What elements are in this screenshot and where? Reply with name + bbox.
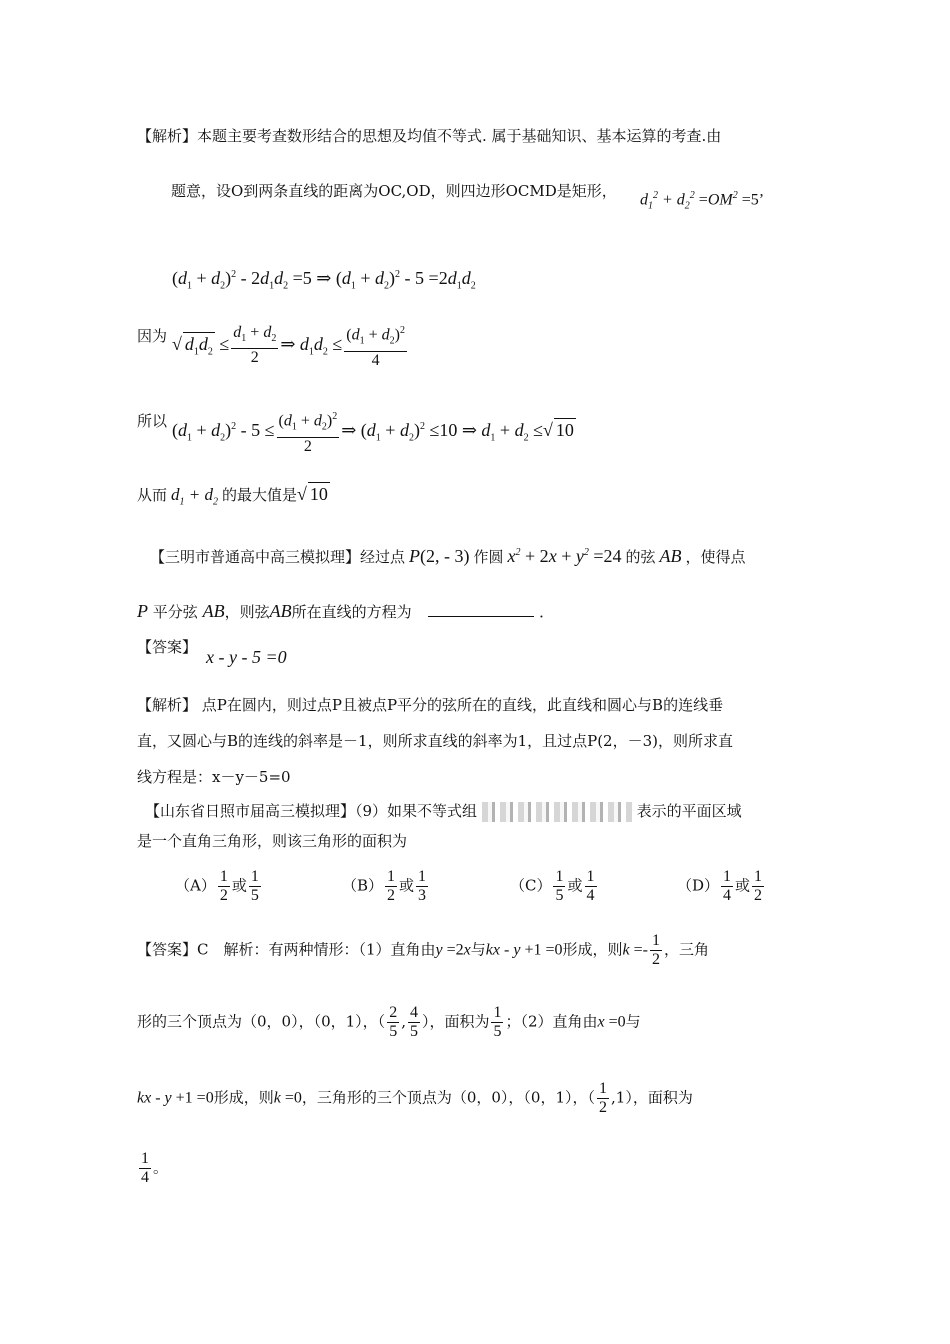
ans3b-text: ，三角形的三个顶点为（0，0），（0，1），（ xyxy=(301,1088,596,1107)
option-c-frac1-num: 1 xyxy=(555,868,564,885)
ans3c-text: ），面积为 xyxy=(625,1088,693,1107)
problem2-text4: ，使得点 xyxy=(685,548,746,566)
ans2d-text: 与 xyxy=(625,1012,641,1031)
option-c-label: （C） xyxy=(510,876,552,895)
analysis-line-2-text: 题意，设O到两条直线的距离为OC,OD，则四边形OCMD是矩形， xyxy=(171,182,617,200)
ans1b-text: 与 xyxy=(470,940,486,959)
option-d[interactable] xyxy=(677,868,766,905)
problem2-answer-label: 【答案】 xyxy=(137,638,198,656)
problem2-analysis-2: 直，又圆心与B的连线的斜率是－1，则所求直线的斜率为1，且过点P(2，－3)，则所求直 xyxy=(137,732,733,750)
problem3-line-1 xyxy=(145,800,742,822)
conclusion-line: 从而 $d_1 + d_2$ 的最大值是√ 10 xyxy=(137,484,328,508)
option-d-label: （D） xyxy=(677,876,720,895)
formula-bound: $(d_1 + d_2)^2 - 5$ ≤ $\frac{(d_1 + d_2)^2}{2}$ ⇒ $(d_1 + d_2)^2 \le 10$ ⇒ $d_1 + d_2$ ≤√ 10 xyxy=(172,408,576,456)
problem2-line2c: 所在直线的方程为 xyxy=(291,603,412,621)
option-b-frac1-den: 2 xyxy=(387,887,396,904)
option-c[interactable] xyxy=(510,868,599,905)
problem3-line-2: 是一个直角三角形，则该三角形的面积为 xyxy=(137,832,408,850)
option-d-frac2-den: 2 xyxy=(754,887,763,904)
formula-am-gm: √ $d_1d_2$ ≤ $\frac{d_1 + d_2}{2}$ ⇒ $d_1d_2$ ≤ $\frac{(d_1 + d_2)^2}{4}$ xyxy=(172,322,409,370)
option-b-or: 或 xyxy=(399,876,415,895)
problem3-answer-line-4: $\frac{1}{4}$ 。 xyxy=(141,1150,169,1186)
problem2-answer: x - y - 5 =0 xyxy=(206,647,287,667)
formula-d1d2-om: $d_1^2 + d_2^2 =OM^2 =5$’ xyxy=(640,190,765,212)
option-b-label: （B） xyxy=(342,876,384,895)
problem2-text1: 经过点 xyxy=(360,548,406,566)
option-c-frac2-num: 1 xyxy=(586,868,595,885)
ans4-text: 。 xyxy=(153,1158,169,1177)
ans1d-text: ，三角 xyxy=(663,940,709,959)
option-a[interactable] xyxy=(175,868,263,905)
problem2-text2: 作圆 xyxy=(473,548,504,566)
ans2b-text: ），面积为 xyxy=(421,1012,490,1031)
option-d-frac1-num: 1 xyxy=(723,868,732,885)
conclusion-max-label: 的最大值是 xyxy=(222,486,298,504)
conclusion-prefix: 从而 xyxy=(137,486,168,504)
option-a-frac2-den: 5 xyxy=(250,887,259,904)
option-b[interactable] xyxy=(342,868,430,905)
option-a-frac2-num: 1 xyxy=(250,868,259,885)
ans1c-text: 形成，则 xyxy=(562,940,623,959)
option-d-or: 或 xyxy=(735,876,751,895)
problem3-answer-line-1: 【答案】C 解析：有两种情形：（1）直角由y =2x与kx - y +1 =0形成，则k =- $\frac{1}{2}$ ，三角 xyxy=(137,932,709,968)
answer-blank xyxy=(428,602,534,617)
problem2-line-1: 【三明市普通高中高三模拟理】经过点 P(2, - 3) 作圆 $x^2 + 2x + y^2 =24$ 的弦 AB ，使得点 xyxy=(150,546,746,566)
option-b-frac2-den: 3 xyxy=(418,887,427,904)
problem3-text1: （9）如果不等式组 xyxy=(355,802,478,820)
analysis-line-1: 【解析】本题主要考查数形结合的思想及均值不等式. 属于基础知识、基本运算的考查.由 xyxy=(137,127,722,145)
yinwei-label: 因为 xyxy=(137,327,168,345)
ans2-text: 形的三个顶点为（0，0），（0，1），（ xyxy=(137,1012,386,1031)
ans1-text: 【答案】C 解析：有两种情形：（1）直角由 xyxy=(137,940,436,959)
option-b-frac2-num: 1 xyxy=(418,868,427,885)
problem3-answer-line-3: kx - y +1 =0形成，则k =0，三角形的三个顶点为（0，0），（0，1），（ $\frac{1}{2}$ ,1），面积为 xyxy=(137,1080,693,1116)
inequality-system-image xyxy=(482,802,632,822)
problem3-answer-line-2: 形的三个顶点为（0，0），（0，1），（ $\frac{2}{5}$ , $\frac{4}{5}$ ），面积为 $\frac{1}{5}$ ；（2）直角由x =0与 xyxy=(137,1004,641,1040)
option-a-label: （A） xyxy=(175,876,216,895)
ans3a-text: 形成，则 xyxy=(213,1088,274,1107)
option-c-or: 或 xyxy=(567,876,583,895)
problem3-text2: 表示的平面区域 xyxy=(636,802,742,820)
option-a-or: 或 xyxy=(231,876,247,895)
problem2-line-2: P 平分弦 AB，则弦AB所在直线的方程为 ． xyxy=(137,601,555,621)
problem2-source: 【三明市普通高中高三模拟理】 xyxy=(150,548,361,566)
formula-expansion: $(d_1 + d_2)^2 - 2d_1d_2 =5$ ⇒ $(d_1 + d_2)^2 - 5 =2d_1d_2$ xyxy=(172,268,476,292)
problem2-period: ． xyxy=(539,603,555,621)
problem2-text3: 的弦 xyxy=(625,548,656,566)
suoyi-label: 所以 xyxy=(137,412,168,430)
problem2-analysis-1: 【解析】 点P在圆内，则过点P且被点P平分的弦所在的直线，此直线和圆心与B的连线垂 xyxy=(137,696,724,714)
option-a-frac1-num: 1 xyxy=(219,868,228,885)
analysis-line-2 xyxy=(171,180,617,202)
option-d-frac1-den: 4 xyxy=(723,887,732,904)
problem2-line2a: 平分弦 xyxy=(152,603,198,621)
problem3-source: 【山东省日照市届高三模拟理】 xyxy=(145,802,356,820)
option-b-frac1-num: 1 xyxy=(387,868,396,885)
problem2-line2b: ，则弦 xyxy=(224,603,270,621)
option-c-frac2-den: 4 xyxy=(586,887,595,904)
ans2c-text: ；（2）直角由 xyxy=(505,1012,598,1031)
problem2-analysis-3: 线方程是：x－y－5=0 xyxy=(137,768,291,786)
option-d-frac2-num: 1 xyxy=(754,868,763,885)
option-c-frac1-den: 5 xyxy=(555,887,564,904)
option-a-frac1-den: 2 xyxy=(219,887,228,904)
